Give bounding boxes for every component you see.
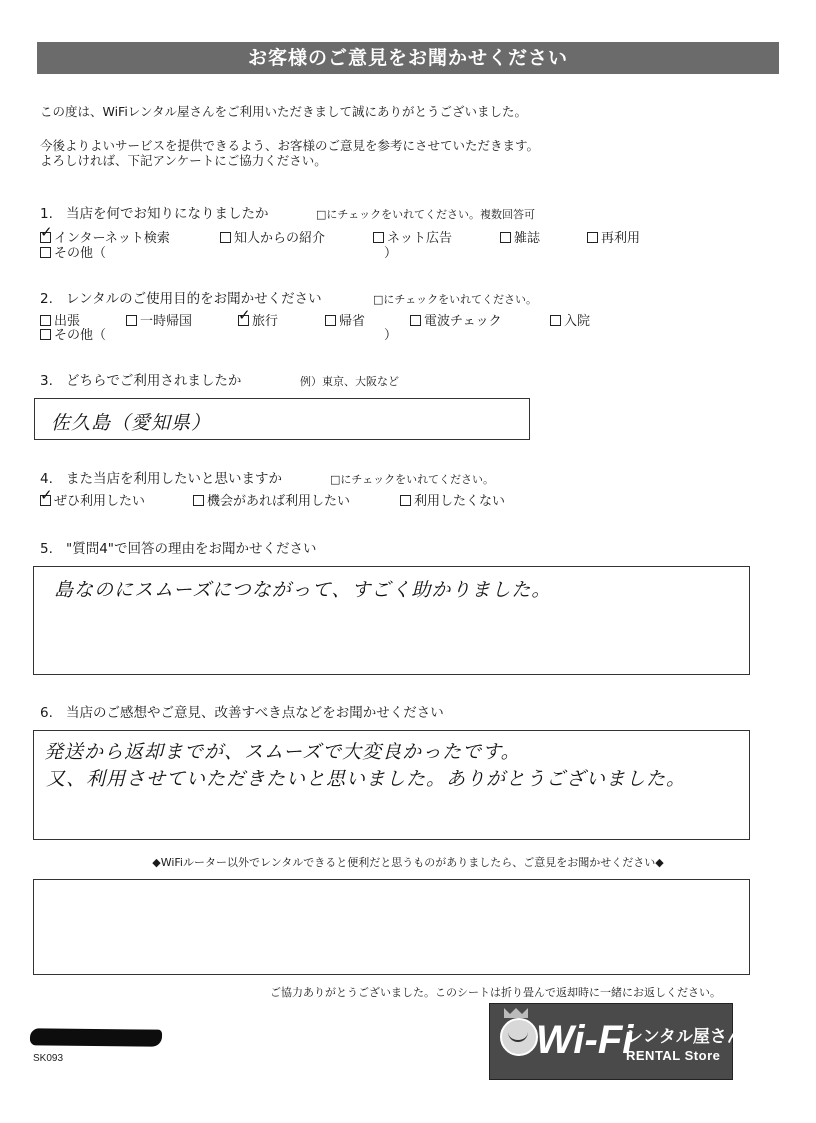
q2-option-travel[interactable] <box>238 306 279 330</box>
checkmark-icon: ✓ <box>238 306 251 324</box>
q5-number: 5. <box>40 541 53 557</box>
q3-answer-box[interactable] <box>34 398 530 440</box>
option-label: 電波チェック <box>424 314 502 329</box>
q3-title <box>40 369 241 389</box>
option-label: インターネット検索 <box>54 231 170 246</box>
q5-text: "質問4"で回答の理由をお聞かせください <box>66 541 317 557</box>
q1-title <box>40 202 269 222</box>
q4-option-if-chance[interactable] <box>193 494 350 510</box>
redaction-mark <box>30 1028 162 1046</box>
option-label: 知人からの紹介 <box>234 231 326 246</box>
q1-instruction: □にチェックをいれてください。複数回答可 <box>316 208 536 221</box>
q3-number: 3. <box>40 373 53 389</box>
q4-text: また当店を利用したいと思いますか <box>66 471 282 487</box>
checkmark-icon: ✓ <box>40 223 53 241</box>
option-label: 一時帰国 <box>140 314 193 329</box>
q4-option-definitely[interactable] <box>40 486 146 510</box>
logo-wifi-text: Wi-Fi <box>536 1018 634 1062</box>
q4-number: 4. <box>40 471 53 487</box>
q1-option-reuse[interactable] <box>587 231 640 247</box>
q2-title <box>40 287 322 307</box>
q2-option-other[interactable] <box>40 328 106 344</box>
option-label: 再利用 <box>601 231 641 246</box>
q4-title <box>40 467 282 487</box>
checkbox[interactable] <box>220 232 231 243</box>
q3-example: 例）東京、大阪など <box>300 375 399 388</box>
checkbox[interactable] <box>40 486 53 506</box>
q6-answer-line-1: 発送から返却までが、スムーズで大変良かったです。 <box>44 741 521 763</box>
q1-other-close: ） <box>384 246 398 261</box>
wifi-rental-logo <box>489 1003 744 1080</box>
checkbox[interactable] <box>550 315 561 326</box>
q1-option-other[interactable] <box>40 246 106 262</box>
q6-number: 6. <box>40 705 53 721</box>
option-label: 入院 <box>564 314 591 329</box>
intro-line-2: 今後よりよいサービスを提供できるよう、お客様のご意見を参考にさせていただきます。 <box>40 138 540 153</box>
checkbox[interactable] <box>193 495 204 506</box>
form-code: SK093 <box>33 1053 64 1064</box>
checkbox[interactable] <box>238 306 251 326</box>
q2-instruction: □にチェックをいれてください。 <box>373 293 538 306</box>
logo-rental-text: レンタル屋さん <box>626 1027 744 1047</box>
q3-answer: 佐久島（愛知県） <box>51 412 212 434</box>
intro-line-3: よろしければ、下記アンケートにご協力ください。 <box>40 153 327 168</box>
checkbox[interactable] <box>40 315 51 326</box>
q7-prompt: ◆WiFiルーター以外でレンタルできると便利だと思うものがありましたら、ご意見をお聞かせください◆ <box>152 856 664 869</box>
q2-number: 2. <box>40 291 53 307</box>
q5-title <box>40 537 317 557</box>
footer-thanks: ご協力ありがとうございました。このシートは折り畳んで返却時に一緒にお返しください。 <box>270 986 721 999</box>
q5-answer: 島なのにスムーズにつながって、すごく助かりました。 <box>54 579 552 601</box>
checkmark-icon: ✓ <box>40 486 53 504</box>
q2-option-home-visit[interactable] <box>126 314 192 330</box>
option-label: ぜひ利用したい <box>54 494 146 509</box>
q1-option-web-ad[interactable] <box>373 231 452 247</box>
q6-text: 当店のご感想やご意見、改善すべき点などをお聞かせください <box>66 705 444 721</box>
q2-text: レンタルのご使用目的をお聞かせください <box>66 291 322 307</box>
option-label: 出張 <box>54 314 81 329</box>
logo-store-text: RENTAL Store <box>626 1048 721 1063</box>
q7-answer-box[interactable] <box>33 879 750 975</box>
checkbox[interactable] <box>126 315 137 326</box>
option-label: 機会があれば利用したい <box>207 494 351 509</box>
q6-answer-line-2: 又、利用させていただきたいと思いました。ありがとうございました。 <box>46 768 687 790</box>
q1-text: 当店を何でお知りになりましたか <box>66 206 269 222</box>
checkbox[interactable] <box>373 232 384 243</box>
q3-text: どちらでご利用されましたか <box>66 373 242 389</box>
checkbox[interactable] <box>410 315 421 326</box>
q1-option-referral[interactable] <box>220 231 325 247</box>
checkbox[interactable] <box>325 315 336 326</box>
crown-icon <box>504 1008 528 1018</box>
q2-option-hospital[interactable] <box>550 314 590 330</box>
option-label: 旅行 <box>252 314 279 329</box>
option-label: その他（ <box>54 246 107 261</box>
q4-instruction: □にチェックをいれてください。 <box>330 473 495 486</box>
q6-title <box>40 701 444 721</box>
q1-option-internet[interactable] <box>40 223 170 247</box>
q4-option-no[interactable] <box>400 494 505 510</box>
q2-option-homecoming[interactable] <box>325 314 365 330</box>
option-label: 利用したくない <box>414 494 506 509</box>
option-label: 帰省 <box>339 314 366 329</box>
checkbox[interactable] <box>400 495 411 506</box>
option-label: その他（ <box>54 328 107 343</box>
q1-option-magazine[interactable] <box>500 231 540 247</box>
q2-option-signal-check[interactable] <box>410 314 502 330</box>
q2-other-close: ） <box>384 328 398 343</box>
checkbox[interactable] <box>40 329 51 340</box>
option-label: 雑誌 <box>514 231 541 246</box>
form-title: お客様のご意見をお聞かせください <box>37 42 779 74</box>
option-label: ネット広告 <box>387 231 453 246</box>
checkbox[interactable] <box>500 232 511 243</box>
q1-number: 1. <box>40 206 53 222</box>
q5-answer-box[interactable] <box>33 566 750 675</box>
q6-answer-box[interactable] <box>33 730 750 840</box>
mascot-icon <box>500 1018 538 1056</box>
checkbox[interactable] <box>40 247 51 258</box>
checkbox[interactable] <box>587 232 598 243</box>
intro-line-1: この度は、WiFiレンタル屋さんをご利用いただきまして誠にありがとうございました。 <box>40 104 528 119</box>
checkbox[interactable] <box>40 223 53 243</box>
